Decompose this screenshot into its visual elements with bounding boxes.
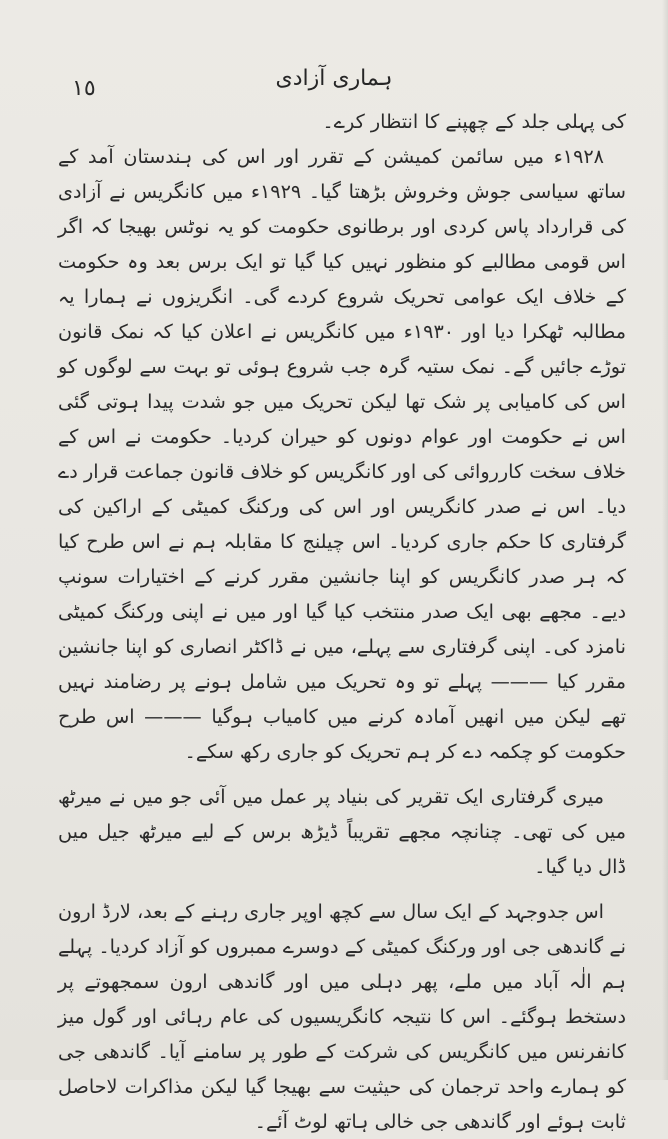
paragraph-arrest: میری گرفتاری ایک تقریر کی بنیاد پر عمل میں آئی جو میں نے میرٹھ میں کی تھی۔ چنانچہ مجھے تقریباً ڈیڑھ برس کے لیے میرٹھ جیل میں ڈال دیا گیا۔ [58,785,626,878]
page-edge-shadow [662,0,668,1080]
paragraph-gandhi-irwin-pact: اس جدوجہد کے ایک سال سے کچھ اوپر جاری رہنے کے بعد، لارڈ ارون نے گاندھی جی اور ورکنگ کمیٹی کے دوسرے ممبروں کو آزاد کردیا۔ پہلے ہم الٰہ آباد میں ملے، پھر دہلی میں اور گاندھی ارون سمجھوتے پر دستخط ہوگئے۔ اس کا نتیجہ کانگریسیوں کی عام رہائی اور گول میز کانفرنس میں کانگریس کی شرکت کے طور پر سامنے آیا۔ گاندھی جی کو ہمارے واحد ترجمان کی حیثیت سے بھیجا گیا لیکن مذاکرات لاحاصل ثابت ہوئے اور گاندھی جی خالی ہاتھ لوٹ آئے۔ [58,900,626,1133]
running-title: ہماری آزادی [275,66,393,91]
paragraph-continuation: کی پہلی جلد کے چھپنے کا انتظار کرے۔ [322,110,626,133]
page-number: ١٥ [72,76,96,101]
body-text [58,104,626,1139]
paragraph-salt-satyagraha: ۱۹۲۸ء میں سائمن کمیشن کے تقرر اور اس کی ہندستان آمد کے ساتھ سیاسی جوش وخروش بڑھتا گیا۔ ۱۹۲۹ء میں کانگریس نے آزادی کی قرارداد پاس کردی اور برطانوی حکومت کو یہ نوٹس بھیجا کہ اگر اس قومی مطالبے کو منظور نہیں کیا گیا تو ایک برس بعد وہ حکومت کے خلاف ایک عوامی تحریک شروع کردے گی۔ انگریزوں نے ہمارا یہ مطالبہ ٹھکرا دیا اور ۱۹۳۰ء میں کانگریس نے اعلان کیا کہ نمک قانون توڑے جائیں گے۔ نمک ستیہ گرہ جب شروع ہوئی تو بہت سے لوگوں کو اس کی کامیابی پر شک تھا لیکن تحریک میں جو شدت پیدا ہوتی گئی اس نے حکومت اور عوام دونوں کو حیران کردیا۔ حکومت نے اس کے خلاف سخت کارروائی کی اور کانگریس کو خلاف قانون جماعت قرار دے دیا۔ اس نے صدر کانگریس اور اس کی ورکنگ کمیٹی کے اراکین کی گرفتاری کا حکم جاری کردیا۔ اس چیلنج کا مقابلہ ہم نے اس طرح کیا کہ ہر صدر کانگریس کو اپنا جانشین مقرر کرنے کے اختیارات سونپ دیے۔ مجھے بھی ایک صدر منتخب کیا گیا اور میں نے اپنی ورکنگ کمیٹی نامزد کی۔ اپنی گرفتاری سے پہلے، میں نے ڈاکٹر انصاری کو اپنا جانشین مقرر کیا ——— پہلے تو وہ تحریک میں شامل ہونے پر رضامند نہیں تھے لیکن میں انھیں آمادہ کرنے میں کامیاب ہوگیا ——— اس طرح حکومت کو چکمہ دے کر ہم تحریک کو جاری رکھ سکے۔ [58,145,626,763]
